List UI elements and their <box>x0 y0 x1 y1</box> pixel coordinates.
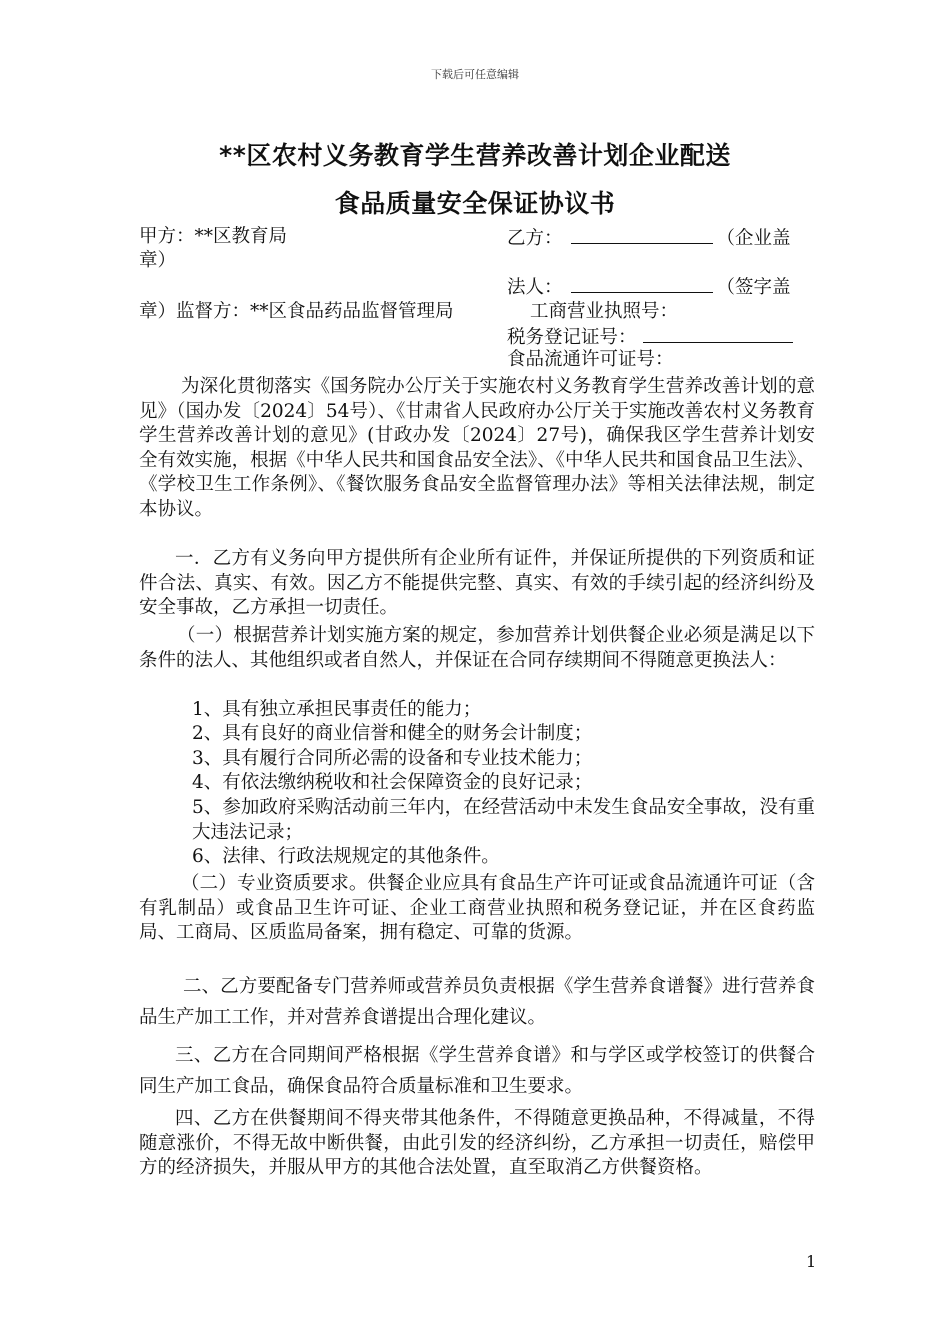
party-b-blank <box>571 225 713 244</box>
legal-person-label: 法人： <box>507 277 563 298</box>
food-circulation: 食品流通许可证号： <box>507 349 674 370</box>
intro-paragraph: 为深化贯彻落实《国务院办公厅关于实施农村义务教育学生营养改善计划的意见》（国办发〔2024〕54号）、《甘肃省人民政府办公厅关于实施改善农村义务教育学生营养改善计划的意见》(甘政办发〔2024〕27号)，确保我区学生营养计划安全有效实施，根据《中华人民共和国食品安全法》、《中华人民共和国食品卫生法》、《学校卫生工作条例》、《餐饮服务食品安全监督管理办法》等相关法律法规，制定本协议。 <box>139 376 815 520</box>
condition-item-6: 6、法律、行政法规规定的其他条件。 <box>192 846 500 867</box>
clause-1: 一．乙方有义务向甲方提供所有企业所有证件，并保证所提供的下列资质和证件合法、真实、有效。因乙方不能提供完整、真实、有效的手续引起的经济纠纷及安全事故，乙方承担一切责任。 <box>139 548 815 619</box>
tax-registration-blank <box>643 324 793 343</box>
legal-person-suffix: （签字盖 <box>716 277 791 298</box>
page-number: 1 <box>806 1252 817 1271</box>
sub-clause-1: （一）根据营养计划实施方案的规定，参加营养计划供餐企业必须是满足以下条件的法人、其他组织或者自然人，并保证在合同存续期间不得随意更换法人： <box>139 625 815 671</box>
seal-wrap: 章） <box>139 250 177 271</box>
document-title-line-2: 食品质量安全保证协议书 <box>334 189 616 218</box>
party-b-label: 乙方： <box>507 228 563 249</box>
party-b-row <box>507 225 791 251</box>
document-title-line-1: **区农村义务教育学生营养改善计划企业配送 <box>219 141 731 170</box>
condition-item-3: 3、具有履行合同所必需的设备和专业技术能力； <box>192 748 593 769</box>
legal-person-blank <box>571 274 713 293</box>
party-b-suffix: （企业盖 <box>716 228 791 249</box>
condition-item-2: 2、具有良好的商业信誉和健全的财务会计制度； <box>192 723 593 744</box>
condition-item-1: 1、具有独立承担民事责任的能力； <box>192 699 482 720</box>
tax-registration-label: 税务登记证号： <box>507 327 637 348</box>
supervisor: 章）监督方：**区食品药品监督管理局 <box>139 301 454 322</box>
party-a: 甲方：**区教育局 <box>139 226 288 247</box>
business-license: 工商营业执照号： <box>530 301 679 322</box>
legal-person-row <box>507 274 791 300</box>
condition-item-5: 5、参加政府采购活动前三年内，在经营活动中未发生食品安全事故，没有重大违法记录； <box>192 797 815 843</box>
clause-2: 二、乙方要配备专门营养师或营养员负责根据《学生营养食谱餐》进行营养食品生产加工工作，并对营养食谱提出合理化建议。 <box>139 976 815 1028</box>
clause-4: 四、乙方在供餐期间不得夹带其他条件，不得随意更换品种，不得减量，不得随意涨价，不得无故中断供餐，由此引发的经济纠纷，乙方承担一切责任，赔偿甲方的经济损失，并服从甲方的其他合法处置，直至取消乙方供餐资格。 <box>139 1108 815 1179</box>
tax-registration-row <box>507 324 793 350</box>
sub-clause-2: （二）专业资质要求。供餐企业应具有食品生产许可证或食品流通许可证（含有乳制品）或食品卫生许可证、企业工商营业执照和税务登记证，并在区食药监局、工商局、区质监局备案，拥有稳定、可靠的货源。 <box>139 873 815 944</box>
clause-3: 三、乙方在合同期间严格根据《学生营养食谱》和与学区或学校签订的供餐合同生产加工食品，确保食品符合质量标准和卫生要求。 <box>139 1045 815 1097</box>
header-note: 下载后可任意编辑 <box>431 68 519 81</box>
condition-item-4: 4、有依法缴纳税收和社会保障资金的良好记录； <box>192 772 593 793</box>
